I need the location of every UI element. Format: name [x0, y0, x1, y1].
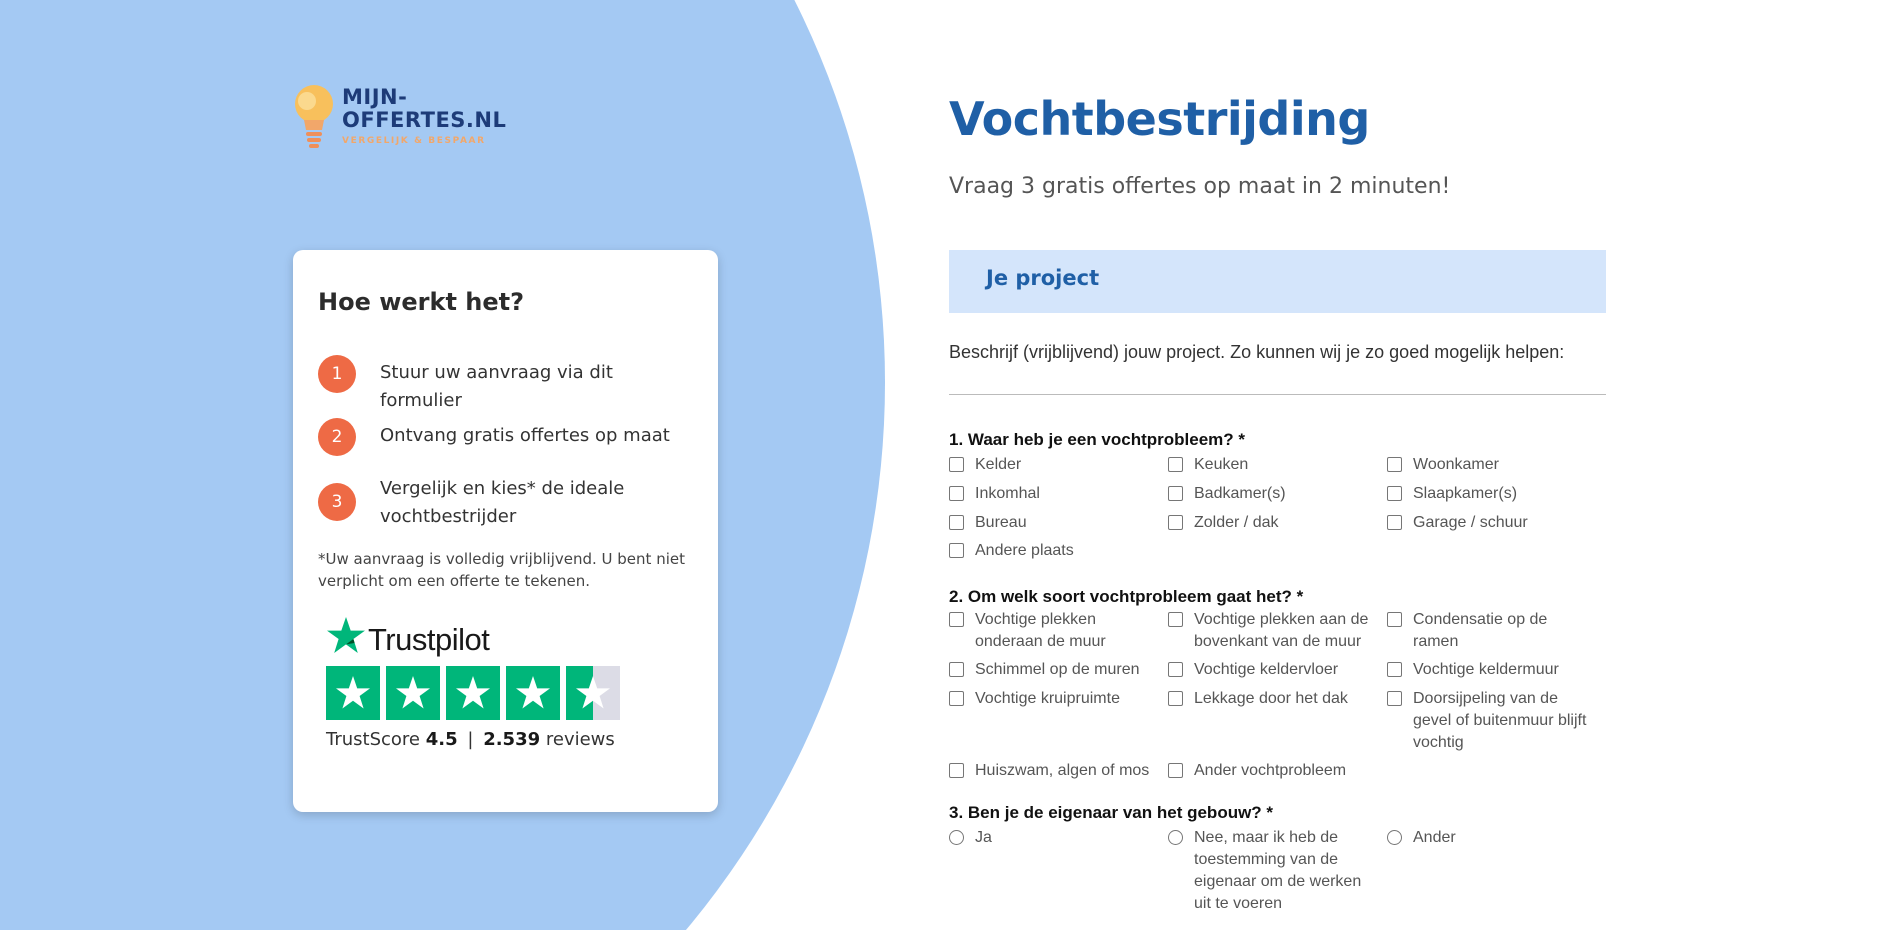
reviews-label: reviews: [545, 729, 615, 750]
question-label: 1. Waar heb je een vochtprobleem? *: [949, 430, 1246, 449]
trustpilot-name: Trustpilot: [368, 622, 490, 657]
trustscore-value: 4.5: [425, 729, 458, 750]
option-label: Condensatie op de ramen: [1413, 611, 1548, 650]
question-label: 3. Ben je de eigenaar van het gebouw? *: [949, 803, 1274, 822]
trustpilot-logo: [326, 616, 526, 660]
logo-line2: OFFERTES.NL: [342, 108, 507, 132]
step-number: 2: [318, 418, 356, 456]
step-text: Stuur uw aanvraag via dit formulier: [380, 362, 613, 411]
checkbox-box[interactable]: [1168, 515, 1183, 530]
option-label: Schimmel op de muren: [975, 661, 1140, 678]
step-number: 1: [318, 355, 356, 393]
rating-half-star-icon: [566, 666, 620, 720]
checkbox-box[interactable]: [949, 691, 964, 706]
trustscore-text: [326, 729, 615, 750]
section-title: Je project: [986, 266, 1100, 290]
question-1: [949, 430, 1629, 562]
checkbox-box[interactable]: [949, 763, 964, 778]
divider: [949, 394, 1606, 395]
checkbox-box[interactable]: [1387, 662, 1402, 677]
rating-star-icon: [326, 666, 380, 720]
option-label: Keuken: [1194, 456, 1249, 473]
page-title: Vochtbestrijding: [949, 92, 1370, 146]
trustpilot-rating-stars: [326, 666, 621, 720]
trustscore-label: TrustScore: [326, 729, 421, 750]
checkbox-box[interactable]: [1168, 662, 1183, 677]
radio-button[interactable]: [1168, 830, 1183, 845]
checkbox-box[interactable]: [1168, 486, 1183, 501]
checkbox-box[interactable]: [1387, 486, 1402, 501]
lightbulb-icon: [292, 84, 336, 150]
logo-wordmark: [342, 86, 506, 132]
question-label: 2. Om welk soort vochtprobleem gaat het? *: [949, 587, 1304, 606]
logo-tagline: VERGELIJK & BESPAAR: [342, 136, 486, 146]
option-label: Vochtige keldermuur: [1413, 661, 1559, 678]
rating-star-icon: [446, 666, 500, 720]
checkbox-box[interactable]: [1168, 691, 1183, 706]
checkbox-box[interactable]: [1168, 457, 1183, 472]
logo-line1: MIJN-: [342, 85, 408, 109]
rating-star-icon: [506, 666, 560, 720]
checkbox-box[interactable]: [1387, 457, 1402, 472]
how-it-works-card: [293, 250, 718, 812]
option-label: Woonkamer: [1413, 456, 1499, 473]
option-label: Vochtige plekken onderaan de muur: [975, 611, 1106, 650]
question-3: [949, 803, 1629, 925]
checkbox-box[interactable]: [949, 662, 964, 677]
disclaimer-note: *Uw aanvraag is volledig vrijblijvend. U bent niet verplicht om een offerte te tekenen.: [318, 550, 685, 590]
step-text: Ontvang gratis offertes op maat: [380, 425, 670, 446]
option-label: Doorsijpeling van de gevel of buitenmuur blijft vochtig: [1413, 690, 1587, 751]
checkbox-box[interactable]: [1387, 612, 1402, 627]
checkbox-box[interactable]: [949, 515, 964, 530]
option-label: Andere plaats: [975, 542, 1074, 559]
option-label: Vochtige plekken aan de bovenkant van de muur: [1194, 611, 1369, 650]
option-label: Ander: [1413, 829, 1456, 846]
option-label: Nee, maar ik heb de toestemming van de eigenaar om de werken uit te voeren: [1194, 829, 1362, 912]
site-logo[interactable]: [292, 84, 512, 150]
option-label: Bureau: [975, 514, 1027, 531]
checkbox-box[interactable]: [949, 543, 964, 558]
option-label: Zolder / dak: [1194, 514, 1279, 531]
option-label: Badkamer(s): [1194, 485, 1286, 502]
option-label: Slaapkamer(s): [1413, 485, 1518, 502]
question-2: [949, 587, 1629, 799]
checkbox-box[interactable]: [1168, 763, 1183, 778]
option-label: Vochtige keldervloer: [1194, 661, 1339, 678]
page-subtitle: Vraag 3 gratis offertes op maat in 2 minuten!: [949, 174, 1451, 199]
step-number: 3: [318, 483, 356, 521]
checkbox-box[interactable]: [949, 612, 964, 627]
section-header: [949, 250, 1606, 313]
option-label: Lekkage door het dak: [1194, 690, 1348, 707]
trustscore-separator: |: [467, 729, 474, 750]
checkbox-box[interactable]: [1387, 515, 1402, 530]
option-label: Ander vochtprobleem: [1194, 762, 1347, 779]
option-label: Huiszwam, algen of mos: [975, 762, 1150, 779]
radio-button[interactable]: [949, 830, 964, 845]
rating-star-icon: [386, 666, 440, 720]
radio-button[interactable]: [1387, 830, 1402, 845]
option-label: Kelder: [975, 456, 1022, 473]
trustpilot-star-icon: [326, 616, 366, 656]
intro-text: Beschrijf (vrijblijvend) jouw project. Zo kunnen wij je zo goed mogelijk helpen:: [949, 342, 1565, 362]
option-label: Vochtige kruipruimte: [975, 690, 1120, 707]
checkbox-box[interactable]: [1168, 612, 1183, 627]
option-label: Ja: [975, 829, 992, 846]
checkbox-box[interactable]: [1387, 691, 1402, 706]
option-label: Garage / schuur: [1413, 514, 1528, 531]
option-label: Inkomhal: [975, 485, 1040, 502]
reviews-count: 2.539: [483, 729, 541, 750]
step-text: Vergelijk en kies* de ideale vochtbestrijder: [380, 478, 625, 527]
card-title: Hoe werkt het?: [318, 288, 525, 316]
checkbox-box[interactable]: [949, 486, 964, 501]
checkbox-box[interactable]: [949, 457, 964, 472]
